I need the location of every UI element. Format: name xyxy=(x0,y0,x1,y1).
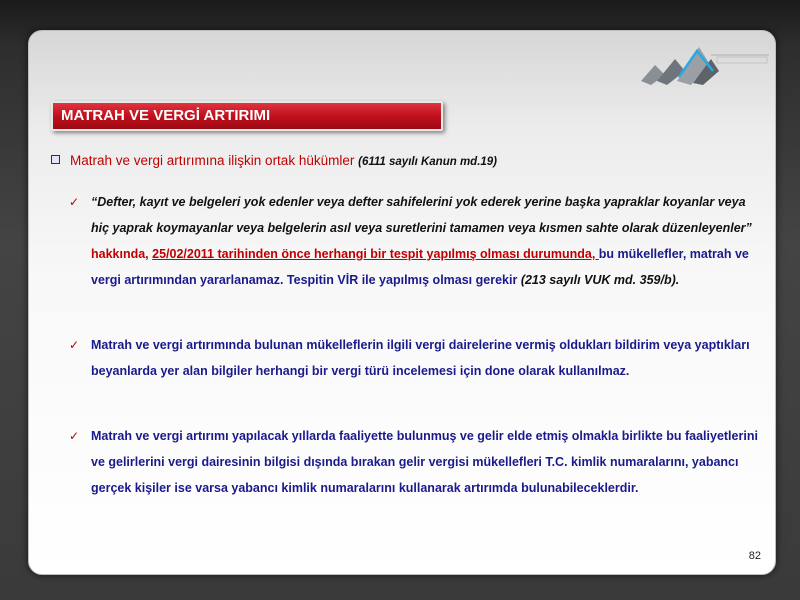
main-bullet xyxy=(51,153,761,168)
item-ref: (213 sayılı VUK md. 359/b). xyxy=(520,273,680,287)
list-item xyxy=(69,423,759,501)
page-number: 82 xyxy=(748,550,761,562)
list-item xyxy=(69,332,759,384)
main-bullet-ref: (6111 sayılı Kanun md.19) xyxy=(358,156,498,168)
item-text: Matrah ve vergi artırımında bulunan mükelleflerin ilgili vergi dairelerine vermiş oldukları bildirim veya yaptıkları beyanlarda yer alan bilgiler herhangi bir vergi türü incelemesi için done olarak kullanılmaz. xyxy=(91,338,750,378)
slide xyxy=(28,30,776,575)
underlined-date-text: 25/02/2011 tarihinden önce herhangi bir tespit yapılmış olması durumunda, xyxy=(152,247,599,261)
checkmark-icon: ✓ xyxy=(69,195,80,209)
main-bullet-text: Matrah ve vergi artırımına ilişkin ortak hükümler xyxy=(70,153,355,168)
item-text-part1: hakkında, xyxy=(91,247,153,261)
item-text-part2: bu mükellefler, matrah ve vergi artırımından yararlanamaz. Tespitin VİR ile yapılmış olması gerekir xyxy=(91,247,749,287)
item-text: Matrah ve vergi artırımı yapılacak yıllarda faaliyette bulunmuş ve gelir elde etmiş olmakla birlikte bu faaliyetlerini ve gelirlerini vergi dairesinin bilgisi dışında bırakan gelir vergisi mükellefleri T.C. kimlik numaralarını, yabancı gerçek kişiler ise varsa yabancı kimlik numaralarını kullanarak artırımda bulunabileceklerdir. xyxy=(91,429,758,495)
square-bullet-icon xyxy=(51,155,60,164)
slide-title: MATRAH VE VERGİ ARTIRIMI xyxy=(51,101,443,131)
checkmark-icon: ✓ xyxy=(69,429,80,443)
company-logo xyxy=(641,41,771,85)
list-item xyxy=(69,189,759,293)
quote-text: “Defter, kayıt ve belgeleri yok edenler veya defter sahifelerini yok ederek yerine başka yapraklar koyanlar veya hiç yaprak koymayanlar veya belgelerin asıl veya suretlerini tamamen veya kısmen sahte olarak düzenleyenler” xyxy=(91,195,752,235)
checkmark-icon: ✓ xyxy=(69,338,80,352)
